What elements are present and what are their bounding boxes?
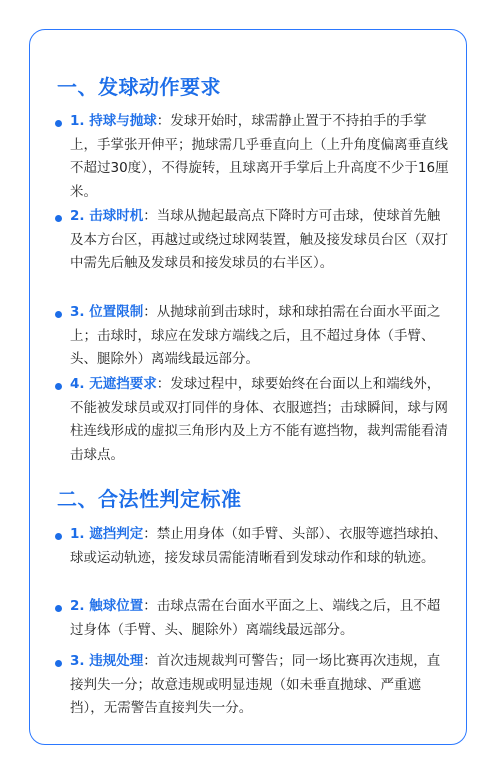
item-label: 击球时机 xyxy=(89,208,144,224)
bullet-dot-icon xyxy=(55,311,62,318)
bullet-dot-icon xyxy=(55,120,62,127)
item-number: 1. xyxy=(70,526,90,542)
list-item xyxy=(55,373,450,467)
list-item xyxy=(55,205,450,276)
item-label: 违规处理 xyxy=(89,653,144,669)
bullet-dot-icon xyxy=(55,215,62,222)
list-item xyxy=(55,523,450,570)
item-label: 持球与抛球 xyxy=(89,113,157,129)
item-number: 1. xyxy=(70,113,90,129)
list-item-body xyxy=(70,523,450,570)
list-item-body xyxy=(70,595,450,642)
item-label: 触球位置 xyxy=(89,598,144,614)
section-title-serve-requirements: 一、发球动作要求 xyxy=(57,75,221,99)
item-text: ：首次违规裁判可警告；同一场比赛再次违规，直接判失一分；故意违规或明显违规（如未垂直抛球、严重遮挡），无需警告直接判失一分。 xyxy=(70,653,441,716)
item-label: 遮挡判定 xyxy=(89,526,144,542)
item-number: 3. xyxy=(70,653,90,669)
list-item-body xyxy=(70,301,450,372)
item-text: ：从抛球前到击球时，球和球拍需在台面水平面之上；击球时，球应在发球方端线之后，且不超过身体（手臂、头、腿除外）离端线最远部分。 xyxy=(70,304,441,367)
item-text: ：当球从抛起最高点下降时方可击球，使球首先触及本方台区，再越过或绕过球网装置，触及接发球员台区（双打中需先后触及发球员和接发球员的右半区）。 xyxy=(70,208,448,271)
item-number: 3. xyxy=(70,304,90,320)
list-item-body xyxy=(70,650,450,721)
section-title-legality-criteria: 二、合法性判定标准 xyxy=(57,487,242,511)
list-item xyxy=(55,650,450,721)
item-number: 4. xyxy=(70,376,90,392)
item-label: 无遮挡要求 xyxy=(89,376,157,392)
bullet-dot-icon xyxy=(55,660,62,667)
bullet-dot-icon xyxy=(55,533,62,540)
list-item xyxy=(55,595,450,642)
list-item xyxy=(55,301,450,372)
list-item-body xyxy=(70,110,450,204)
item-number: 2. xyxy=(70,208,90,224)
list-item-body xyxy=(70,205,450,276)
item-text: ：发球过程中，球要始终在台面以上和端线外，不能被发球员或双打同伴的身体、衣服遮挡；击球瞬间，球与网柱连线形成的虚拟三角形内及上方不能有遮挡物，裁判需能看清击球点。 xyxy=(70,376,448,463)
list-item-body xyxy=(70,373,450,467)
list-item xyxy=(55,110,450,204)
item-text: ：发球开始时，球需静止置于不持拍手的手掌上，手掌张开伸平；抛球需几乎垂直向上（上升角度偏离垂直线不超过30度），不得旋转，且球离开手掌后上升高度不少于16厘米。 xyxy=(70,113,449,200)
bullet-dot-icon xyxy=(55,383,62,390)
item-number: 2. xyxy=(70,598,90,614)
bullet-dot-icon xyxy=(55,605,62,612)
item-text: ：击球点需在台面水平面之上、端线之后，且不超过身体（手臂、头、腿除外）离端线最远部分。 xyxy=(70,598,441,638)
item-label: 位置限制 xyxy=(89,304,144,320)
item-text: ：禁止用身体（如手臂、头部）、衣服等遮挡球拍、球或运动轨迹，接发球员需能清晰看到发球动作和球的轨迹。 xyxy=(70,526,447,566)
